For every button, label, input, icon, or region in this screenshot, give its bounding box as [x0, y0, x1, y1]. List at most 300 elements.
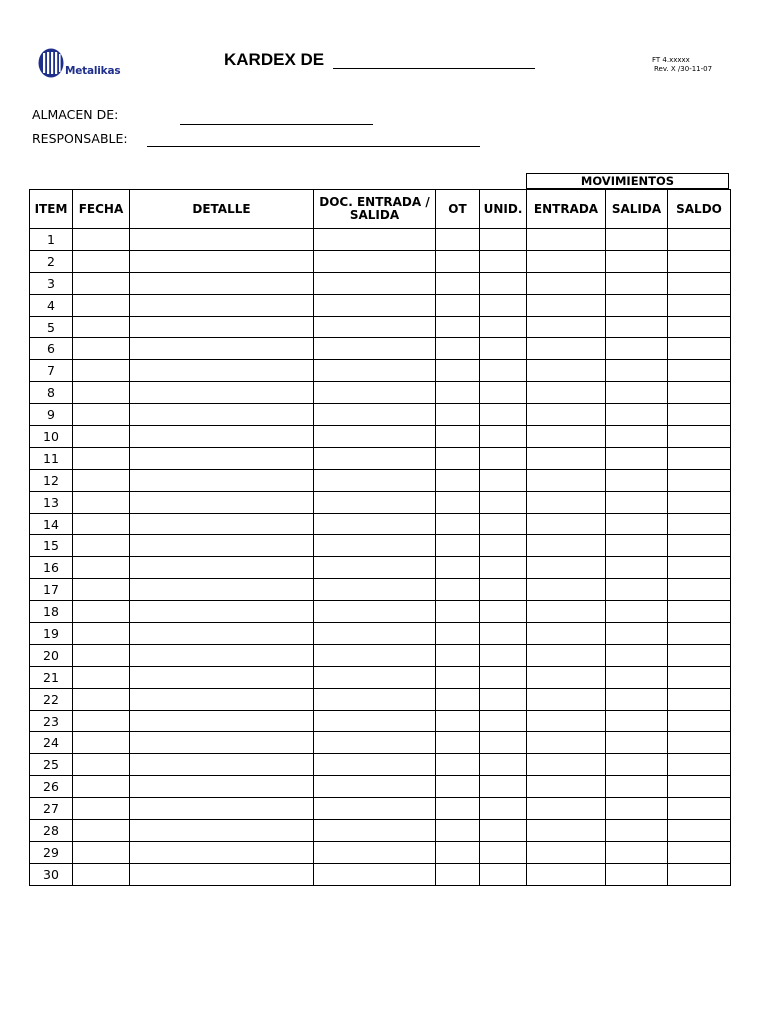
form-code-block [652, 56, 712, 74]
saldo-cell[interactable] [668, 863, 731, 885]
saldo-cell[interactable] [668, 557, 731, 579]
item-number-cell: 23 [30, 710, 73, 732]
doc-cell[interactable] [314, 338, 436, 360]
saldo-cell[interactable] [668, 644, 731, 666]
detalle-cell[interactable] [130, 426, 314, 448]
ot-cell[interactable] [436, 360, 480, 382]
fecha-cell[interactable] [73, 710, 130, 732]
ot-cell[interactable] [436, 666, 480, 688]
table-header-row [30, 190, 731, 229]
item-number-cell: 11 [30, 447, 73, 469]
item-number-cell: 6 [30, 338, 73, 360]
entrada-cell[interactable] [527, 601, 606, 623]
saldo-cell[interactable] [668, 732, 731, 754]
entrada-cell[interactable] [527, 513, 606, 535]
saldo-cell[interactable] [668, 754, 731, 776]
fecha-cell[interactable] [73, 644, 130, 666]
fecha-cell[interactable] [73, 688, 130, 710]
detalle-cell[interactable] [130, 623, 314, 645]
detalle-cell[interactable] [130, 294, 314, 316]
salida-cell[interactable] [606, 338, 668, 360]
doc-cell[interactable] [314, 710, 436, 732]
table-row [30, 229, 731, 251]
item-number-cell: 12 [30, 469, 73, 491]
ot-cell[interactable] [436, 338, 480, 360]
entrada-cell[interactable] [527, 710, 606, 732]
doc-cell[interactable] [314, 820, 436, 842]
entrada-cell[interactable] [527, 382, 606, 404]
saldo-cell[interactable] [668, 491, 731, 513]
doc-cell[interactable] [314, 447, 436, 469]
detalle-cell[interactable] [130, 644, 314, 666]
doc-cell[interactable] [314, 841, 436, 863]
detalle-cell[interactable] [130, 272, 314, 294]
unid-cell[interactable] [480, 360, 527, 382]
item-number-cell: 18 [30, 601, 73, 623]
unid-cell[interactable] [480, 754, 527, 776]
salida-cell[interactable] [606, 863, 668, 885]
saldo-cell[interactable] [668, 294, 731, 316]
entrada-cell[interactable] [527, 535, 606, 557]
entrada-cell[interactable] [527, 272, 606, 294]
entrada-cell[interactable] [527, 623, 606, 645]
doc-cell[interactable] [314, 666, 436, 688]
col-header-saldo: SALDO [668, 190, 731, 229]
unid-cell[interactable] [480, 841, 527, 863]
almacen-field[interactable] [180, 124, 373, 125]
doc-cell[interactable] [314, 754, 436, 776]
unid-cell[interactable] [480, 579, 527, 601]
fecha-cell[interactable] [73, 601, 130, 623]
table-body [30, 229, 731, 886]
ot-cell[interactable] [436, 798, 480, 820]
detalle-cell[interactable] [130, 250, 314, 272]
salida-cell[interactable] [606, 294, 668, 316]
ot-cell[interactable] [436, 623, 480, 645]
saldo-cell[interactable] [668, 666, 731, 688]
fecha-cell[interactable] [73, 732, 130, 754]
unid-cell[interactable] [480, 294, 527, 316]
detalle-cell[interactable] [130, 579, 314, 601]
ot-cell[interactable] [436, 557, 480, 579]
fecha-cell[interactable] [73, 338, 130, 360]
table-row [30, 404, 731, 426]
salida-cell[interactable] [606, 754, 668, 776]
unid-cell[interactable] [480, 820, 527, 842]
col-header-entrada: ENTRADA [527, 190, 606, 229]
detalle-cell[interactable] [130, 229, 314, 251]
salida-cell[interactable] [606, 426, 668, 448]
entrada-cell[interactable] [527, 820, 606, 842]
detalle-cell[interactable] [130, 710, 314, 732]
doc-cell[interactable] [314, 732, 436, 754]
detalle-cell[interactable] [130, 601, 314, 623]
table-row [30, 666, 731, 688]
entrada-cell[interactable] [527, 426, 606, 448]
saldo-cell[interactable] [668, 272, 731, 294]
salida-cell[interactable] [606, 316, 668, 338]
kardex-table [29, 189, 731, 886]
entrada-cell[interactable] [527, 863, 606, 885]
salida-cell[interactable] [606, 688, 668, 710]
doc-cell[interactable] [314, 688, 436, 710]
table-row [30, 513, 731, 535]
table-row [30, 754, 731, 776]
ot-cell[interactable] [436, 316, 480, 338]
salida-cell[interactable] [606, 250, 668, 272]
title-blank-line [333, 68, 535, 69]
item-number-cell: 19 [30, 623, 73, 645]
fecha-cell[interactable] [73, 557, 130, 579]
detalle-cell[interactable] [130, 469, 314, 491]
col-header-unid: UNID. [480, 190, 527, 229]
salida-cell[interactable] [606, 623, 668, 645]
saldo-cell[interactable] [668, 513, 731, 535]
unid-cell[interactable] [480, 688, 527, 710]
salida-cell[interactable] [606, 229, 668, 251]
doc-cell[interactable] [314, 513, 436, 535]
item-number-cell: 21 [30, 666, 73, 688]
almacen-label: ALMACEN DE: [32, 107, 119, 122]
unid-cell[interactable] [480, 338, 527, 360]
logo-text: Metalikas [65, 65, 121, 77]
doc-cell[interactable] [314, 272, 436, 294]
entrada-cell[interactable] [527, 557, 606, 579]
item-number-cell: 5 [30, 316, 73, 338]
salida-cell[interactable] [606, 535, 668, 557]
fecha-cell[interactable] [73, 776, 130, 798]
item-number-cell: 13 [30, 491, 73, 513]
detalle-cell[interactable] [130, 513, 314, 535]
salida-cell[interactable] [606, 469, 668, 491]
entrada-cell[interactable] [527, 688, 606, 710]
saldo-cell[interactable] [668, 426, 731, 448]
unid-cell[interactable] [480, 601, 527, 623]
table-row [30, 601, 731, 623]
ot-cell[interactable] [436, 710, 480, 732]
ot-cell[interactable] [436, 863, 480, 885]
doc-cell[interactable] [314, 644, 436, 666]
salida-cell[interactable] [606, 382, 668, 404]
fecha-cell[interactable] [73, 666, 130, 688]
detalle-cell[interactable] [130, 666, 314, 688]
ot-cell[interactable] [436, 754, 480, 776]
saldo-cell[interactable] [668, 579, 731, 601]
saldo-cell[interactable] [668, 535, 731, 557]
ot-cell[interactable] [436, 644, 480, 666]
detalle-cell[interactable] [130, 776, 314, 798]
entrada-cell[interactable] [527, 732, 606, 754]
item-number-cell: 15 [30, 535, 73, 557]
detalle-cell[interactable] [130, 732, 314, 754]
ot-cell[interactable] [436, 447, 480, 469]
entrada-cell[interactable] [527, 644, 606, 666]
entrada-cell[interactable] [527, 754, 606, 776]
detalle-cell[interactable] [130, 491, 314, 513]
fecha-cell[interactable] [73, 382, 130, 404]
table-row [30, 426, 731, 448]
ot-cell[interactable] [436, 426, 480, 448]
saldo-cell[interactable] [668, 250, 731, 272]
fecha-cell[interactable] [73, 798, 130, 820]
ot-cell[interactable] [436, 776, 480, 798]
unid-cell[interactable] [480, 623, 527, 645]
table-row [30, 557, 731, 579]
fecha-cell[interactable] [73, 754, 130, 776]
entrada-cell[interactable] [527, 229, 606, 251]
ot-cell[interactable] [436, 491, 480, 513]
doc-cell[interactable] [314, 863, 436, 885]
ot-cell[interactable] [436, 688, 480, 710]
table-row [30, 535, 731, 557]
entrada-cell[interactable] [527, 250, 606, 272]
unid-cell[interactable] [480, 666, 527, 688]
logo-emblem-icon [38, 48, 64, 78]
salida-cell[interactable] [606, 447, 668, 469]
item-number-cell: 26 [30, 776, 73, 798]
detalle-cell[interactable] [130, 382, 314, 404]
doc-cell[interactable] [314, 382, 436, 404]
fecha-cell[interactable] [73, 469, 130, 491]
fecha-cell[interactable] [73, 426, 130, 448]
entrada-cell[interactable] [527, 469, 606, 491]
saldo-cell[interactable] [668, 688, 731, 710]
fecha-cell[interactable] [73, 316, 130, 338]
entrada-cell[interactable] [527, 776, 606, 798]
fecha-cell[interactable] [73, 360, 130, 382]
ot-cell[interactable] [436, 732, 480, 754]
item-number-cell: 2 [30, 250, 73, 272]
fecha-cell[interactable] [73, 229, 130, 251]
ot-cell[interactable] [436, 601, 480, 623]
saldo-cell[interactable] [668, 601, 731, 623]
saldo-cell[interactable] [668, 360, 731, 382]
fecha-cell[interactable] [73, 820, 130, 842]
salida-cell[interactable] [606, 798, 668, 820]
doc-cell[interactable] [314, 229, 436, 251]
saldo-cell[interactable] [668, 623, 731, 645]
fecha-cell[interactable] [73, 250, 130, 272]
fecha-cell[interactable] [73, 404, 130, 426]
saldo-cell[interactable] [668, 404, 731, 426]
entrada-cell[interactable] [527, 666, 606, 688]
detalle-cell[interactable] [130, 360, 314, 382]
ot-cell[interactable] [436, 513, 480, 535]
table-row [30, 360, 731, 382]
doc-cell[interactable] [314, 557, 436, 579]
saldo-cell[interactable] [668, 338, 731, 360]
doc-cell[interactable] [314, 623, 436, 645]
fecha-cell[interactable] [73, 447, 130, 469]
salida-cell[interactable] [606, 513, 668, 535]
ot-cell[interactable] [436, 404, 480, 426]
table-row [30, 272, 731, 294]
table-row [30, 250, 731, 272]
entrada-cell[interactable] [527, 360, 606, 382]
item-number-cell: 8 [30, 382, 73, 404]
saldo-cell[interactable] [668, 447, 731, 469]
detalle-cell[interactable] [130, 820, 314, 842]
doc-cell[interactable] [314, 776, 436, 798]
salida-cell[interactable] [606, 732, 668, 754]
unid-cell[interactable] [480, 250, 527, 272]
salida-cell[interactable] [606, 601, 668, 623]
item-number-cell: 10 [30, 426, 73, 448]
entrada-cell[interactable] [527, 798, 606, 820]
doc-cell[interactable] [314, 601, 436, 623]
salida-cell[interactable] [606, 841, 668, 863]
entrada-cell[interactable] [527, 447, 606, 469]
salida-cell[interactable] [606, 820, 668, 842]
entrada-cell[interactable] [527, 316, 606, 338]
detalle-cell[interactable] [130, 447, 314, 469]
entrada-cell[interactable] [527, 579, 606, 601]
entrada-cell[interactable] [527, 491, 606, 513]
salida-cell[interactable] [606, 579, 668, 601]
item-number-cell: 9 [30, 404, 73, 426]
ot-cell[interactable] [436, 841, 480, 863]
unid-cell[interactable] [480, 776, 527, 798]
saldo-cell[interactable] [668, 710, 731, 732]
detalle-cell[interactable] [130, 841, 314, 863]
ot-cell[interactable] [436, 272, 480, 294]
entrada-cell[interactable] [527, 338, 606, 360]
col-header-detalle: DETALLE [130, 190, 314, 229]
saldo-cell[interactable] [668, 469, 731, 491]
table-row [30, 382, 731, 404]
doc-cell[interactable] [314, 294, 436, 316]
item-number-cell: 22 [30, 688, 73, 710]
doc-cell[interactable] [314, 316, 436, 338]
unid-cell[interactable] [480, 732, 527, 754]
detalle-cell[interactable] [130, 535, 314, 557]
col-header-fecha: FECHA [73, 190, 130, 229]
detalle-cell[interactable] [130, 316, 314, 338]
saldo-cell[interactable] [668, 229, 731, 251]
ot-cell[interactable] [436, 579, 480, 601]
unid-cell[interactable] [480, 272, 527, 294]
fecha-cell[interactable] [73, 535, 130, 557]
responsable-label: RESPONSABLE: [32, 131, 128, 146]
unid-cell[interactable] [480, 426, 527, 448]
table-row [30, 294, 731, 316]
item-number-cell: 16 [30, 557, 73, 579]
ot-cell[interactable] [436, 294, 480, 316]
salida-cell[interactable] [606, 776, 668, 798]
doc-cell[interactable] [314, 469, 436, 491]
unid-cell[interactable] [480, 710, 527, 732]
table-row [30, 469, 731, 491]
unid-cell[interactable] [480, 382, 527, 404]
saldo-cell[interactable] [668, 316, 731, 338]
salida-cell[interactable] [606, 666, 668, 688]
item-number-cell: 17 [30, 579, 73, 601]
unid-cell[interactable] [480, 229, 527, 251]
ot-cell[interactable] [436, 820, 480, 842]
salida-cell[interactable] [606, 404, 668, 426]
ot-cell[interactable] [436, 382, 480, 404]
doc-cell[interactable] [314, 798, 436, 820]
doc-cell[interactable] [314, 360, 436, 382]
item-number-cell: 28 [30, 820, 73, 842]
unid-cell[interactable] [480, 513, 527, 535]
salida-cell[interactable] [606, 491, 668, 513]
unid-cell[interactable] [480, 491, 527, 513]
salida-cell[interactable] [606, 557, 668, 579]
table-row [30, 776, 731, 798]
unid-cell[interactable] [480, 557, 527, 579]
table-row [30, 644, 731, 666]
doc-cell[interactable] [314, 491, 436, 513]
doc-cell[interactable] [314, 426, 436, 448]
fecha-cell[interactable] [73, 513, 130, 535]
saldo-cell[interactable] [668, 820, 731, 842]
doc-cell[interactable] [314, 250, 436, 272]
doc-cell[interactable] [314, 404, 436, 426]
fecha-cell[interactable] [73, 272, 130, 294]
unid-cell[interactable] [480, 404, 527, 426]
ot-cell[interactable] [436, 535, 480, 557]
unid-cell[interactable] [480, 469, 527, 491]
item-number-cell: 29 [30, 841, 73, 863]
detalle-cell[interactable] [130, 404, 314, 426]
ot-cell[interactable] [436, 250, 480, 272]
responsable-field[interactable] [147, 146, 480, 147]
company-logo [36, 46, 128, 84]
saldo-cell[interactable] [668, 798, 731, 820]
fecha-cell[interactable] [73, 491, 130, 513]
detalle-cell[interactable] [130, 754, 314, 776]
saldo-cell[interactable] [668, 382, 731, 404]
unid-cell[interactable] [480, 798, 527, 820]
salida-cell[interactable] [606, 360, 668, 382]
unid-cell[interactable] [480, 535, 527, 557]
item-number-cell: 1 [30, 229, 73, 251]
doc-cell[interactable] [314, 579, 436, 601]
detalle-cell[interactable] [130, 338, 314, 360]
table-row [30, 863, 731, 885]
unid-cell[interactable] [480, 863, 527, 885]
entrada-cell[interactable] [527, 294, 606, 316]
salida-cell[interactable] [606, 644, 668, 666]
fecha-cell[interactable] [73, 863, 130, 885]
fecha-cell[interactable] [73, 579, 130, 601]
detalle-cell[interactable] [130, 863, 314, 885]
fecha-cell[interactable] [73, 841, 130, 863]
ot-cell[interactable] [436, 469, 480, 491]
fecha-cell[interactable] [73, 623, 130, 645]
unid-cell[interactable] [480, 644, 527, 666]
page-title: KARDEX DE [224, 50, 325, 69]
unid-cell[interactable] [480, 447, 527, 469]
entrada-cell[interactable] [527, 404, 606, 426]
ot-cell[interactable] [436, 229, 480, 251]
detalle-cell[interactable] [130, 798, 314, 820]
item-number-cell: 4 [30, 294, 73, 316]
saldo-cell[interactable] [668, 841, 731, 863]
doc-cell[interactable] [314, 535, 436, 557]
salida-cell[interactable] [606, 710, 668, 732]
col-header-doc: DOC. ENTRADA / SALIDA [314, 190, 436, 229]
fecha-cell[interactable] [73, 294, 130, 316]
detalle-cell[interactable] [130, 688, 314, 710]
entrada-cell[interactable] [527, 841, 606, 863]
saldo-cell[interactable] [668, 776, 731, 798]
salida-cell[interactable] [606, 272, 668, 294]
table-row [30, 841, 731, 863]
unid-cell[interactable] [480, 316, 527, 338]
detalle-cell[interactable] [130, 557, 314, 579]
